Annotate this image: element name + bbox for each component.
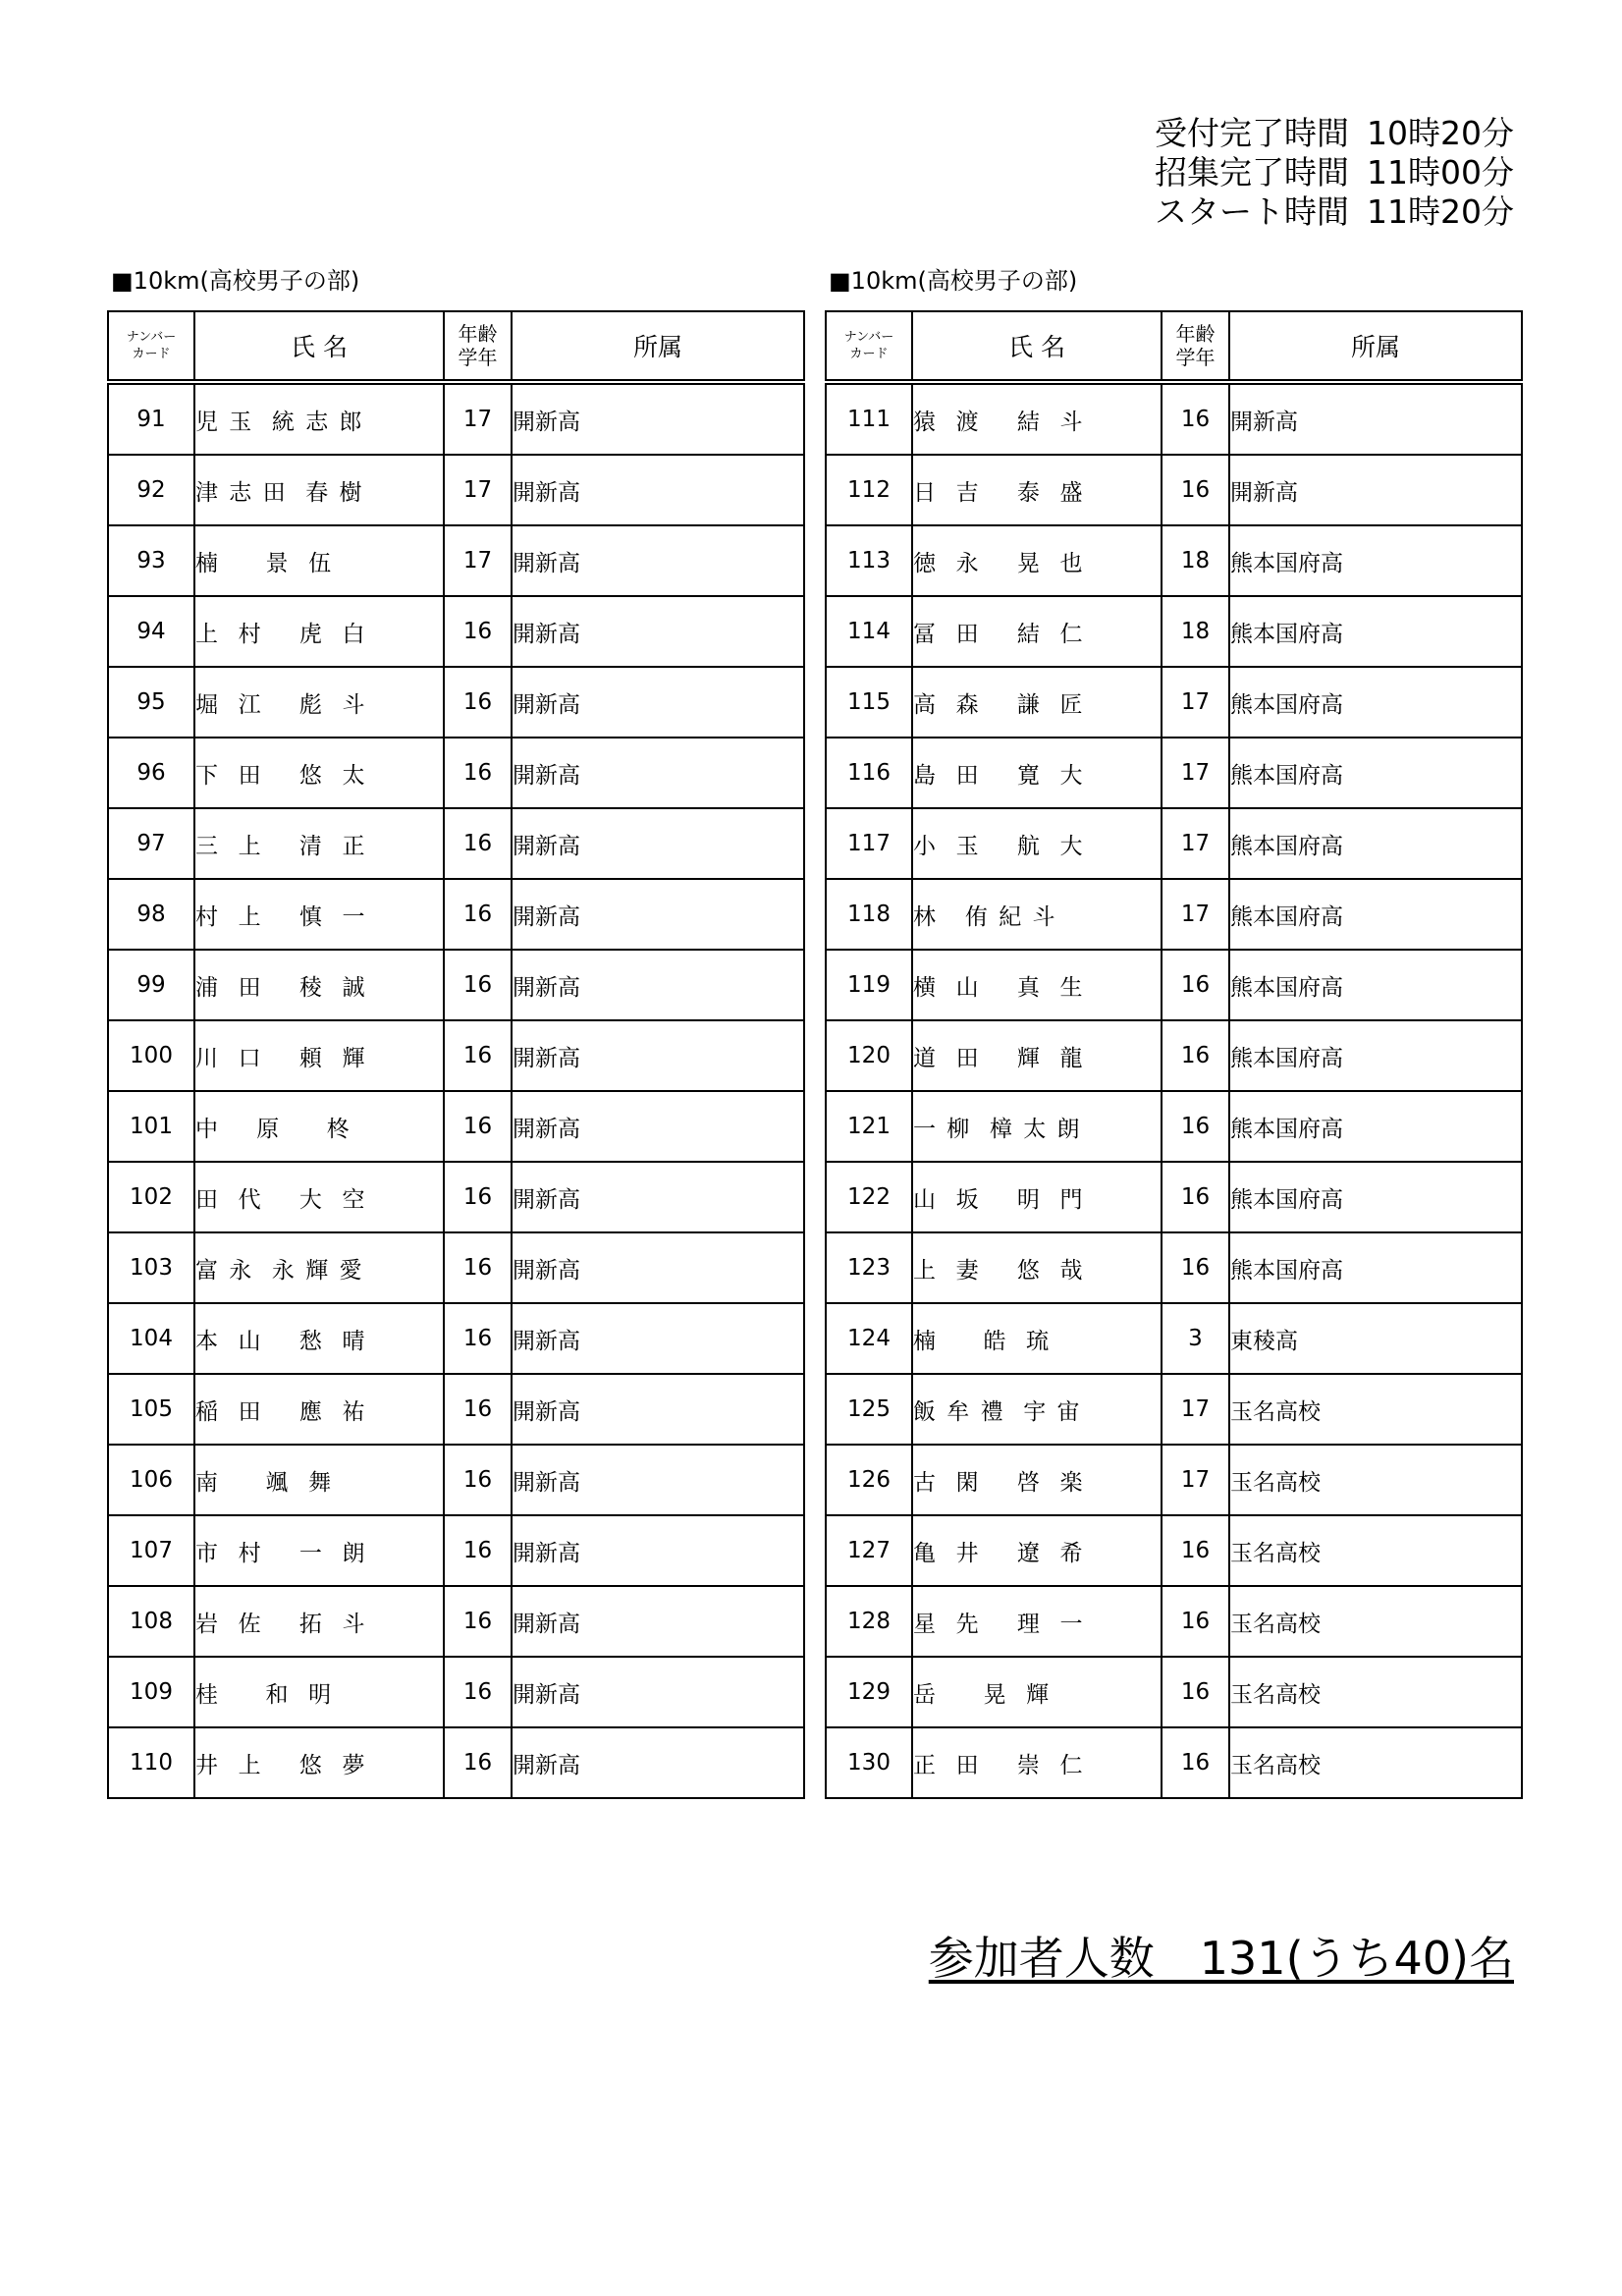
affiliation-cell: 玉名高校 — [1229, 1657, 1522, 1727]
card-number-cell: 108 — [108, 1586, 194, 1657]
card-number-cell: 91 — [108, 382, 194, 455]
name-cell: 日 吉 泰 盛 — [912, 455, 1162, 525]
call-close-time: 招集完了時間 11時00分 — [1155, 153, 1514, 191]
name-cell: 堀 江 彪 斗 — [194, 667, 444, 738]
age-cell: 16 — [444, 1374, 512, 1445]
table-row — [826, 667, 1522, 738]
card-number-cell: 123 — [826, 1232, 912, 1303]
card-number-cell: 106 — [108, 1445, 194, 1515]
name-cell: 山 坂 明 門 — [912, 1162, 1162, 1232]
card-number-cell: 95 — [108, 667, 194, 738]
affiliation-cell: 熊本国府高 — [1229, 808, 1522, 879]
name-cell: 稲 田 應 祐 — [194, 1374, 444, 1445]
card-number-cell: 105 — [108, 1374, 194, 1445]
table-row — [108, 1445, 804, 1515]
card-number-cell: 120 — [826, 1020, 912, 1091]
age-cell: 16 — [444, 738, 512, 808]
affiliation-cell: 玉名高校 — [1229, 1445, 1522, 1515]
table-row — [826, 382, 1522, 455]
age-cell: 16 — [444, 1727, 512, 1798]
card-number-cell: 101 — [108, 1091, 194, 1162]
table-row — [826, 1727, 1522, 1798]
table-row — [108, 382, 804, 455]
name-cell: 田 代 大 空 — [194, 1162, 444, 1232]
affiliation-cell: 東稜高 — [1229, 1303, 1522, 1374]
affiliation-cell: 玉名高校 — [1229, 1586, 1522, 1657]
age-cell: 16 — [1162, 1657, 1229, 1727]
age-cell: 3 — [1162, 1303, 1229, 1374]
name-cell: 富 永 永 輝 愛 — [194, 1232, 444, 1303]
affiliation-cell: 開新高 — [512, 808, 804, 879]
age-cell: 16 — [1162, 1515, 1229, 1586]
name-cell: 小 玉 航 大 — [912, 808, 1162, 879]
affiliation-cell: 開新高 — [512, 382, 804, 455]
age-cell: 16 — [444, 1445, 512, 1515]
card-number-cell: 115 — [826, 667, 912, 738]
card-number-cell: 100 — [108, 1020, 194, 1091]
affiliation-cell: 開新高 — [1229, 455, 1522, 525]
affiliation-cell: 熊本国府高 — [1229, 879, 1522, 950]
age-cell: 16 — [1162, 1727, 1229, 1798]
affiliation-cell: 開新高 — [512, 1091, 804, 1162]
header-name: 氏 名 — [194, 311, 444, 382]
affiliation-cell: 開新高 — [512, 1445, 804, 1515]
name-cell: 下 田 悠 太 — [194, 738, 444, 808]
affiliation-cell: 開新高 — [512, 879, 804, 950]
name-cell: 正 田 崇 仁 — [912, 1727, 1162, 1798]
age-cell: 17 — [1162, 738, 1229, 808]
age-cell: 16 — [1162, 1162, 1229, 1232]
name-cell: 高 森 謙 匠 — [912, 667, 1162, 738]
age-cell: 17 — [1162, 879, 1229, 950]
table-row — [826, 525, 1522, 596]
table-row — [826, 1657, 1522, 1727]
name-cell: 亀 井 遼 希 — [912, 1515, 1162, 1586]
header-card-number: ナンバー カード — [826, 311, 912, 382]
age-cell: 16 — [1162, 455, 1229, 525]
affiliation-cell: 開新高 — [512, 1232, 804, 1303]
name-cell: 島 田 寛 大 — [912, 738, 1162, 808]
table-row — [108, 1303, 804, 1374]
age-cell: 16 — [444, 1091, 512, 1162]
table-row — [826, 1020, 1522, 1091]
name-cell: 星 先 理 一 — [912, 1586, 1162, 1657]
affiliation-cell: 熊本国府高 — [1229, 596, 1522, 667]
table-row — [108, 455, 804, 525]
age-cell: 18 — [1162, 525, 1229, 596]
affiliation-cell: 開新高 — [1229, 382, 1522, 455]
section-title-right: ■10km(高校男子の部) — [829, 267, 1078, 295]
table-row — [826, 596, 1522, 667]
age-cell: 16 — [444, 1657, 512, 1727]
affiliation-cell: 熊本国府高 — [1229, 667, 1522, 738]
card-number-cell: 114 — [826, 596, 912, 667]
table-row — [108, 596, 804, 667]
affiliation-cell: 開新高 — [512, 738, 804, 808]
header-affiliation: 所属 — [512, 311, 804, 382]
table-row — [826, 1586, 1522, 1657]
card-number-cell: 118 — [826, 879, 912, 950]
affiliation-cell: 熊本国府高 — [1229, 1091, 1522, 1162]
card-number-cell: 104 — [108, 1303, 194, 1374]
age-cell: 16 — [444, 667, 512, 738]
card-number-cell: 127 — [826, 1515, 912, 1586]
name-cell: 桂 和 明 — [194, 1657, 444, 1727]
affiliation-cell: 開新高 — [512, 1374, 804, 1445]
table-row — [108, 1515, 804, 1586]
name-cell: 井 上 悠 夢 — [194, 1727, 444, 1798]
card-number-cell: 98 — [108, 879, 194, 950]
timing-info — [1155, 114, 1514, 232]
affiliation-cell: 開新高 — [512, 596, 804, 667]
age-cell: 16 — [444, 1303, 512, 1374]
table-row — [826, 1091, 1522, 1162]
age-cell: 17 — [444, 455, 512, 525]
name-cell: 飯 牟 禮 宇 宙 — [912, 1374, 1162, 1445]
age-cell: 16 — [444, 950, 512, 1020]
card-number-cell: 112 — [826, 455, 912, 525]
participant-count: 参加者人数 131(うち40)名 — [928, 1932, 1514, 1985]
card-number-cell: 122 — [826, 1162, 912, 1232]
card-number-cell: 103 — [108, 1232, 194, 1303]
card-number-cell: 97 — [108, 808, 194, 879]
age-cell: 17 — [444, 525, 512, 596]
affiliation-cell: 熊本国府高 — [1229, 950, 1522, 1020]
table-row — [826, 455, 1522, 525]
age-cell: 16 — [444, 879, 512, 950]
age-cell: 16 — [1162, 1020, 1229, 1091]
section-title-left: ■10km(高校男子の部) — [111, 267, 360, 295]
header-age: 年齢 学年 — [444, 311, 512, 382]
card-number-cell: 94 — [108, 596, 194, 667]
affiliation-cell: 開新高 — [512, 1586, 804, 1657]
name-cell: 徳 永 晃 也 — [912, 525, 1162, 596]
table-row — [826, 1303, 1522, 1374]
age-cell: 16 — [444, 596, 512, 667]
affiliation-cell: 玉名高校 — [1229, 1374, 1522, 1445]
card-number-cell: 111 — [826, 382, 912, 455]
header-name: 氏 名 — [912, 311, 1162, 382]
table-row — [826, 1445, 1522, 1515]
table-header-row — [108, 311, 804, 382]
age-cell: 16 — [444, 1162, 512, 1232]
affiliation-cell: 熊本国府高 — [1229, 1162, 1522, 1232]
name-cell: 岩 佐 拓 斗 — [194, 1586, 444, 1657]
affiliation-cell: 熊本国府高 — [1229, 525, 1522, 596]
table-row — [108, 1374, 804, 1445]
name-cell: 市 村 一 朗 — [194, 1515, 444, 1586]
table-row — [826, 879, 1522, 950]
age-cell: 17 — [1162, 808, 1229, 879]
affiliation-cell: 開新高 — [512, 1020, 804, 1091]
card-number-cell: 124 — [826, 1303, 912, 1374]
table-row — [108, 1657, 804, 1727]
table-row — [108, 1162, 804, 1232]
table-row — [108, 667, 804, 738]
name-cell: 津 志 田 春 樹 — [194, 455, 444, 525]
age-cell: 18 — [1162, 596, 1229, 667]
card-number-cell: 126 — [826, 1445, 912, 1515]
name-cell: 南 颯 舞 — [194, 1445, 444, 1515]
affiliation-cell: 玉名高校 — [1229, 1727, 1522, 1798]
card-number-cell: 99 — [108, 950, 194, 1020]
card-number-cell: 116 — [826, 738, 912, 808]
table-row — [826, 1374, 1522, 1445]
age-cell: 17 — [444, 382, 512, 455]
affiliation-cell: 玉名高校 — [1229, 1515, 1522, 1586]
table-row — [108, 879, 804, 950]
table-row — [108, 1091, 804, 1162]
name-cell: 岳 晃 輝 — [912, 1657, 1162, 1727]
affiliation-cell: 熊本国府高 — [1229, 1020, 1522, 1091]
age-cell: 16 — [1162, 1232, 1229, 1303]
card-number-cell: 128 — [826, 1586, 912, 1657]
card-number-cell: 119 — [826, 950, 912, 1020]
age-cell: 16 — [1162, 1091, 1229, 1162]
entries-table-left — [107, 310, 805, 1799]
name-cell: 三 上 清 正 — [194, 808, 444, 879]
affiliation-cell: 開新高 — [512, 1727, 804, 1798]
table-row — [108, 525, 804, 596]
header-card-number: ナンバー カード — [108, 311, 194, 382]
name-cell: 村 上 慎 一 — [194, 879, 444, 950]
affiliation-cell: 開新高 — [512, 1303, 804, 1374]
reception-close-time: 受付完了時間 10時20分 — [1155, 114, 1514, 152]
age-cell: 17 — [1162, 1445, 1229, 1515]
affiliation-cell: 熊本国府高 — [1229, 1232, 1522, 1303]
card-number-cell: 110 — [108, 1727, 194, 1798]
card-number-cell: 125 — [826, 1374, 912, 1445]
age-cell: 16 — [1162, 382, 1229, 455]
name-cell: 林 侑 紀 斗 — [912, 879, 1162, 950]
name-cell: 川 口 頼 輝 — [194, 1020, 444, 1091]
card-number-cell: 130 — [826, 1727, 912, 1798]
age-cell: 16 — [444, 1232, 512, 1303]
table-header-row — [826, 311, 1522, 382]
age-cell: 16 — [444, 1020, 512, 1091]
table-row — [826, 1162, 1522, 1232]
header-affiliation: 所属 — [1229, 311, 1522, 382]
table-row — [108, 1727, 804, 1798]
table-row — [826, 808, 1522, 879]
age-cell: 16 — [444, 808, 512, 879]
name-cell: 上 村 虎 白 — [194, 596, 444, 667]
affiliation-cell: 開新高 — [512, 950, 804, 1020]
entries-table-right — [825, 310, 1523, 1799]
table-row — [826, 950, 1522, 1020]
age-cell: 17 — [1162, 1374, 1229, 1445]
name-cell: 中 原 柊 — [194, 1091, 444, 1162]
name-cell: 猿 渡 結 斗 — [912, 382, 1162, 455]
affiliation-cell: 開新高 — [512, 455, 804, 525]
card-number-cell: 96 — [108, 738, 194, 808]
table-row — [108, 1232, 804, 1303]
start-time: スタート時間 11時20分 — [1155, 192, 1514, 231]
card-number-cell: 117 — [826, 808, 912, 879]
affiliation-cell: 熊本国府高 — [1229, 738, 1522, 808]
age-cell: 16 — [1162, 950, 1229, 1020]
name-cell: 児 玉 統 志 郎 — [194, 382, 444, 455]
name-cell: 浦 田 稜 誠 — [194, 950, 444, 1020]
name-cell: 冨 田 結 仁 — [912, 596, 1162, 667]
header-age: 年齢 学年 — [1162, 311, 1229, 382]
affiliation-cell: 開新高 — [512, 525, 804, 596]
card-number-cell: 102 — [108, 1162, 194, 1232]
age-cell: 16 — [444, 1515, 512, 1586]
card-number-cell: 121 — [826, 1091, 912, 1162]
card-number-cell: 93 — [108, 525, 194, 596]
affiliation-cell: 開新高 — [512, 667, 804, 738]
card-number-cell: 109 — [108, 1657, 194, 1727]
age-cell: 17 — [1162, 667, 1229, 738]
card-number-cell: 107 — [108, 1515, 194, 1586]
name-cell: 本 山 愁 晴 — [194, 1303, 444, 1374]
name-cell: 一 柳 樟 太 朗 — [912, 1091, 1162, 1162]
name-cell: 古 閑 啓 楽 — [912, 1445, 1162, 1515]
affiliation-cell: 開新高 — [512, 1657, 804, 1727]
age-cell: 16 — [1162, 1586, 1229, 1657]
card-number-cell: 92 — [108, 455, 194, 525]
age-cell: 16 — [444, 1586, 512, 1657]
card-number-cell: 129 — [826, 1657, 912, 1727]
name-cell: 上 妻 悠 哉 — [912, 1232, 1162, 1303]
affiliation-cell: 開新高 — [512, 1515, 804, 1586]
table-row — [108, 1586, 804, 1657]
table-row — [826, 1232, 1522, 1303]
table-row — [826, 1515, 1522, 1586]
name-cell: 楠 皓 琉 — [912, 1303, 1162, 1374]
name-cell: 横 山 真 生 — [912, 950, 1162, 1020]
name-cell: 道 田 輝 龍 — [912, 1020, 1162, 1091]
name-cell: 楠 景 伍 — [194, 525, 444, 596]
card-number-cell: 113 — [826, 525, 912, 596]
table-row — [108, 808, 804, 879]
table-row — [826, 738, 1522, 808]
affiliation-cell: 開新高 — [512, 1162, 804, 1232]
table-row — [108, 950, 804, 1020]
table-row — [108, 738, 804, 808]
table-row — [108, 1020, 804, 1091]
